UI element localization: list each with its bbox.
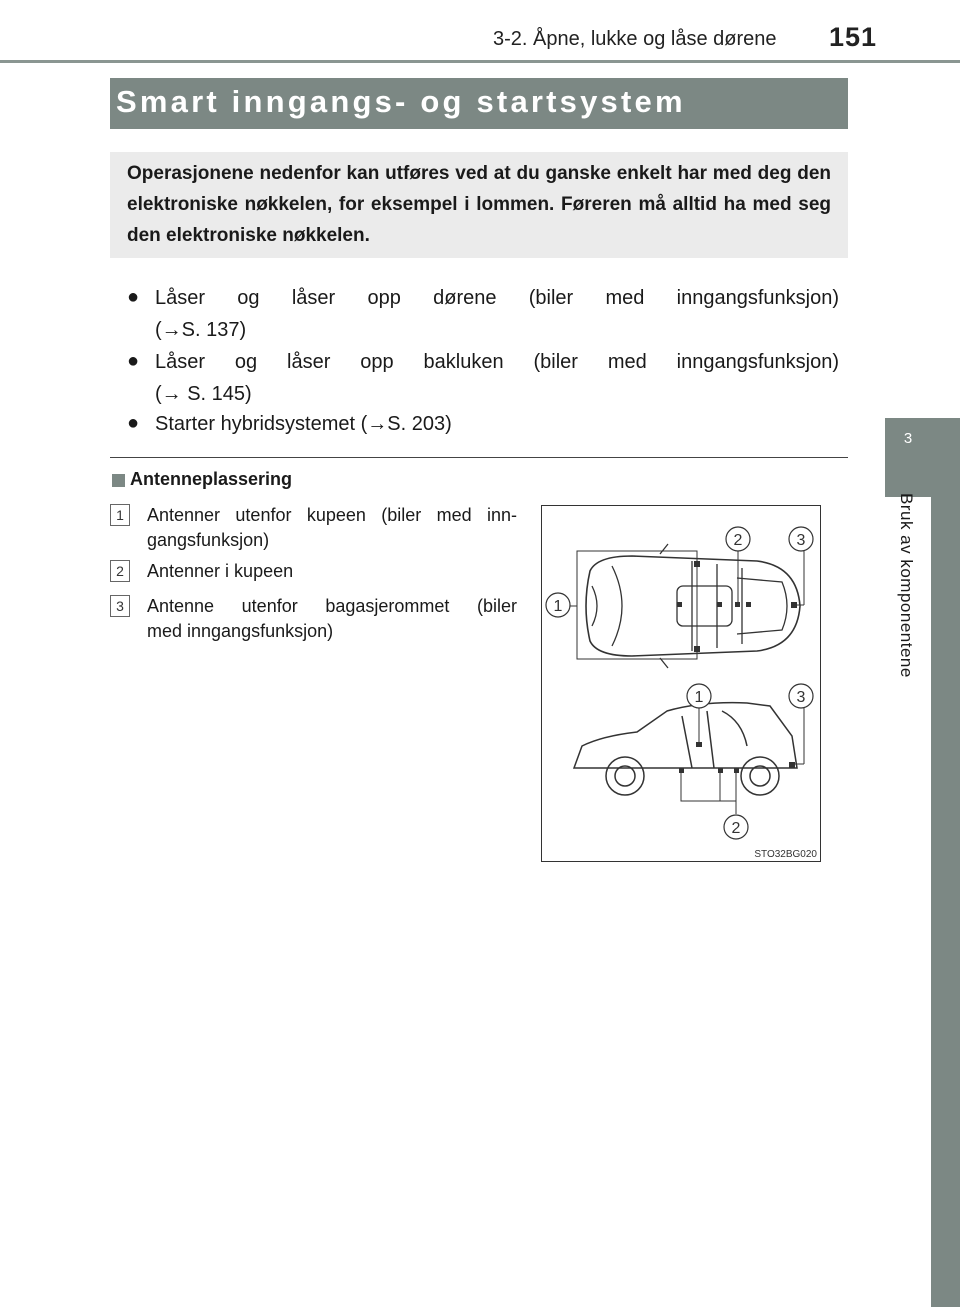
callout-circles-side <box>687 684 813 839</box>
callout-label: 1 <box>694 689 704 706</box>
callout-label: 3 <box>796 532 806 549</box>
chapter-label: Bruk av komponentene <box>897 493 916 678</box>
bullet-dot: ● <box>127 286 140 308</box>
callout-label: 2 <box>733 532 743 549</box>
bullet-3-line-1: Starter hybridsystemet (→S. 203) <box>155 413 452 435</box>
page-number: 151 <box>829 22 878 52</box>
figure-code: STO32BG020 <box>754 849 817 860</box>
bullet-2-line-1: Låser og låser opp bakluken (biler med inngangsfunksjon) <box>155 351 839 373</box>
section-rule <box>110 457 848 458</box>
legend-2-line-1: Antenner i kupeen <box>147 561 294 581</box>
subsection-title: Antenneplassering <box>130 469 293 489</box>
bullet-dot: ● <box>127 412 140 434</box>
legend-1-line-2: gangsfunksjon) <box>147 530 270 550</box>
bullet-dot: ● <box>127 350 140 372</box>
bullet-2-line-2: (→ S. 145) <box>155 383 252 405</box>
running-header-section: 3-2. Åpne, lukke og låse dørene <box>493 28 777 50</box>
car-side-view <box>574 703 797 795</box>
legend-number-2: 2 <box>110 560 130 582</box>
legend-3-line-1: Antenne utenfor bagasjerommet (biler <box>147 596 517 616</box>
antenna-location-figure <box>541 505 821 862</box>
page-title: Smart inngangs- og startsystem <box>116 84 686 119</box>
chapter-number: 3 <box>903 430 913 447</box>
intro-text: Operasjonene nedenfor kan utføres ved at du ganske enkelt har med deg den elektroniske nøkkelen, for eksempel i lommen. Føreren må alltid ha med seg den elektroniske nøkkelen. <box>127 163 831 246</box>
callout-label: 1 <box>553 598 563 615</box>
bullet-1-line-1: Låser og låser opp dørene (biler med inngangsfunksjon) <box>155 287 839 309</box>
legend-number-3: 3 <box>110 595 130 617</box>
legend-1-line-1: Antenner utenfor kupeen (biler med inn- <box>147 505 517 525</box>
legend-3-line-2: med inngangsfunksjon) <box>147 621 334 641</box>
header-rule <box>0 60 960 63</box>
callout-label: 2 <box>731 820 741 837</box>
bullet-1-line-2: (→S. 137) <box>155 319 247 341</box>
callout-label: 3 <box>796 689 806 706</box>
car-diagram-illustration <box>542 506 820 861</box>
chapter-tab-strip <box>931 418 960 1307</box>
legend-number-1: 1 <box>110 504 130 526</box>
car-top-view <box>577 544 800 668</box>
antenna-markers-top <box>677 561 797 652</box>
subsection-marker-icon <box>112 474 125 487</box>
